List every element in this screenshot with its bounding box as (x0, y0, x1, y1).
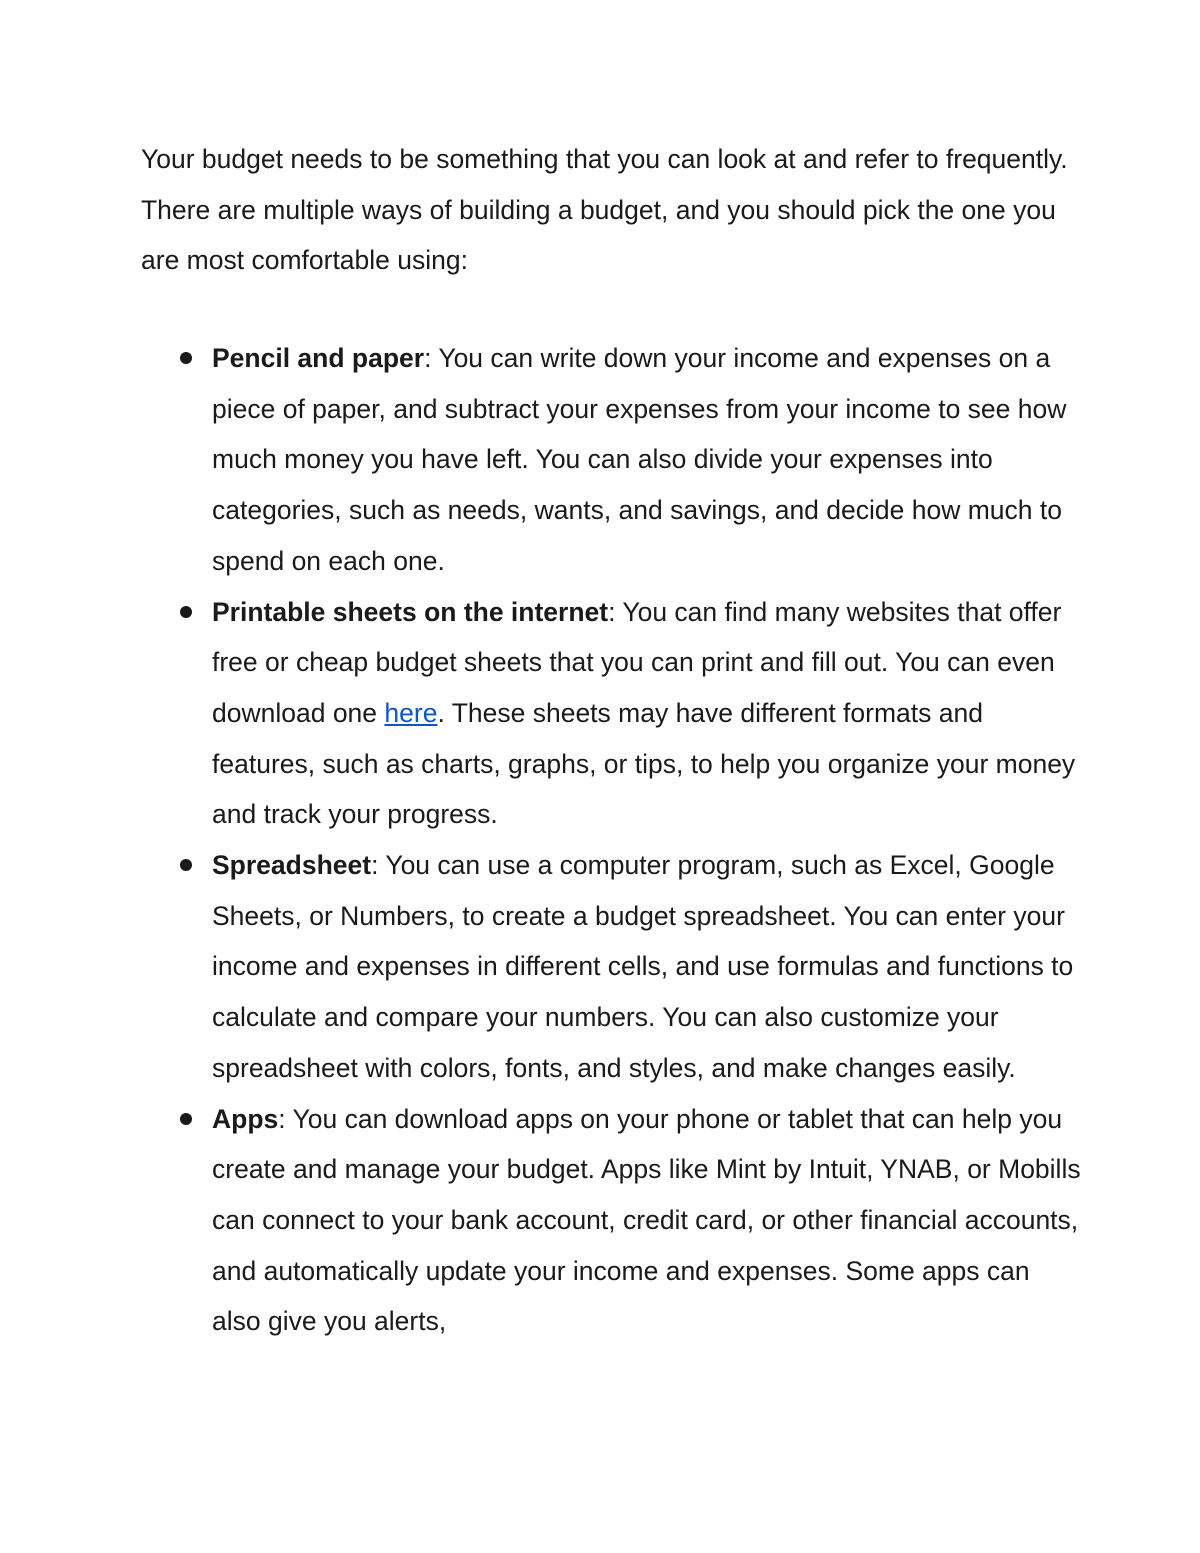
list-item-apps (141, 1094, 1081, 1348)
item-description-continued: . These sheets may have different formats and features, such as charts, graphs, or tips, to help you organize your money and track your progress. (212, 697, 1076, 830)
download-here-link[interactable]: here (384, 697, 438, 728)
list-item-spreadsheet (141, 840, 1081, 1094)
item-term: Apps (212, 1103, 279, 1134)
intro-paragraph: Your budget needs to be something that you can look at and refer to frequently. There are multiple ways of building a budget, and you should pick the one you are most comfortable using: (141, 144, 1068, 275)
item-description: : You can download apps on your phone or tablet that can help you create and manage your budget. Apps like Mint by Intuit, YNAB, or Mobills can connect to your bank account, credit card, or other financial accounts, and automatically update your income and expenses. Some apps can also give you alerts, (212, 1103, 1081, 1337)
item-description: : You can write down your income and expenses on a piece of paper, and subtract your expenses from your income to see how much money you have left. You can also divide your expenses into categories, such as needs, wants, and savings, and decide how much to spend on each one. (212, 343, 1067, 576)
item-description: : You can use a computer program, such as Excel, Google Sheets, or Numbers, to create a budget spreadsheet. You can enter your income and expenses in different cells, and use formulas and functions to calculate and compare your numbers. You can also customize your spreadsheet with colors, fonts, and styles, and make changes easily. (212, 850, 1074, 1083)
bullet-icon (180, 1113, 192, 1125)
item-term: Printable sheets on the internet (212, 596, 609, 627)
bullet-icon (180, 859, 192, 871)
list-item-printable-sheets (141, 587, 1081, 841)
item-description: : You can find many websites that offer free or cheap budget sheets that you can print and fill out. You can even download one (212, 596, 1062, 728)
item-term: Pencil and paper (212, 343, 425, 373)
budget-methods-list (141, 333, 1081, 1347)
list-item-pencil-and-paper (141, 333, 1081, 587)
bullet-icon (180, 352, 192, 364)
bullet-icon (180, 606, 192, 618)
item-term: Spreadsheet (212, 850, 372, 881)
